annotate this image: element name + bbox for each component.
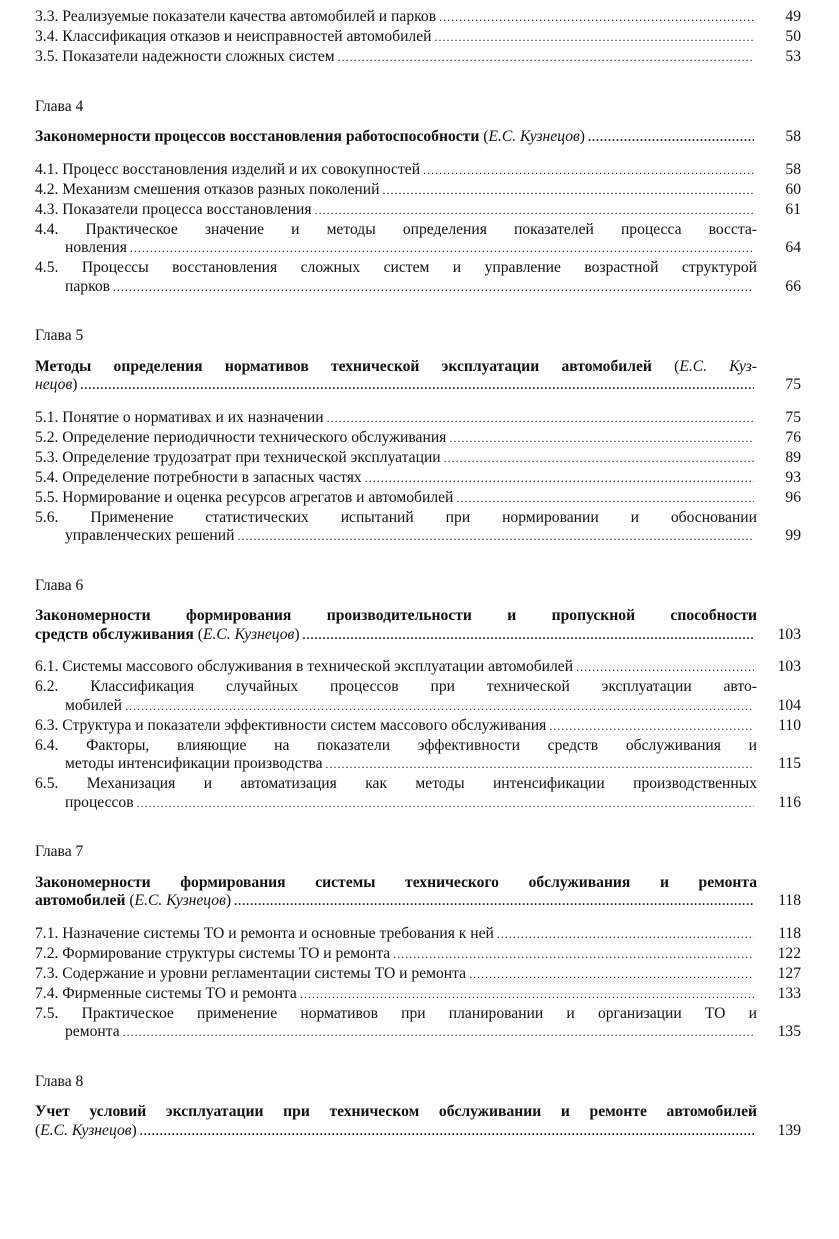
toc-entry-page: 127 <box>777 964 801 982</box>
toc-entry[interactable] <box>35 161 801 180</box>
toc-entry-number: 6.1. <box>35 658 59 675</box>
toc-entry-number: 4.3. <box>35 200 59 218</box>
dot-leader <box>549 717 754 736</box>
toc-entry[interactable] <box>35 28 801 47</box>
toc-entry-page: 49 <box>785 8 801 25</box>
toc-entry[interactable] <box>35 48 801 67</box>
chapter-4-title: Закономерности процессов восстановления работоспособности <box>35 128 480 145</box>
toc-entry[interactable] <box>35 8 801 27</box>
chapter-6-title-line1: Закономерности формирования производительности и пропускной способности <box>35 607 757 624</box>
toc-entry[interactable] <box>35 221 801 258</box>
toc-entry[interactable] <box>35 985 801 1004</box>
toc-entry-title: Определение периодичности технического обслуживания <box>62 428 447 446</box>
chapter-4-entries <box>35 161 801 297</box>
toc-entry-title-cont: управленческих решений <box>65 527 235 544</box>
chapter-5-title: Методы определения нормативов технической эксплуатации автомобилей <box>35 357 652 375</box>
chapter-5-entries <box>35 409 801 546</box>
toc-entry[interactable] <box>35 259 801 296</box>
dot-leader <box>140 1122 754 1141</box>
dot-leader <box>393 945 754 964</box>
toc-entry[interactable] <box>35 678 801 715</box>
toc-entry-page: 53 <box>785 48 801 65</box>
toc-entry[interactable] <box>35 509 801 546</box>
toc-entry-title: Реализуемые показатели качества автомобилей и парков <box>62 8 437 25</box>
toc-entry-title: Фирменные системы ТО и ремонта <box>62 984 297 1002</box>
toc-entry-title: Механизм смешения отказов разных поколений <box>62 180 380 198</box>
toc-entry-page: 99 <box>785 527 801 544</box>
toc-entry[interactable] <box>35 201 801 220</box>
chapter-7-title-line1: Закономерности формирования системы технического обслуживания и ремонта <box>35 873 757 891</box>
toc-entry-page: 89 <box>785 448 801 466</box>
toc-entry-title: Понятие о нормативах и их назначении <box>62 408 324 426</box>
toc-entry-page: 110 <box>778 716 801 734</box>
toc-entry-page: 104 <box>777 696 801 714</box>
chapter-5-page: 75 <box>785 376 801 393</box>
toc-entry[interactable] <box>35 945 801 964</box>
toc-entry-title: Структура и показатели эффективности систем массового обслуживания <box>62 716 547 734</box>
toc-entry-title: Классификация случайных процессов при технической эксплуатации авто- <box>90 678 757 695</box>
toc-entry-page: 96 <box>785 488 801 506</box>
dot-leader <box>449 429 754 448</box>
toc-entry[interactable] <box>35 489 801 508</box>
toc-entry-number: 6.2. <box>35 678 59 695</box>
toc-entry-page: 76 <box>785 428 801 446</box>
toc-entry-title: Классификация отказов и неисправностей автомобилей <box>62 28 432 45</box>
dot-leader <box>300 985 754 1004</box>
chapter-8-label: Глава 8 <box>35 1072 84 1090</box>
dot-leader <box>497 925 754 944</box>
toc-entry-number: 3.5. <box>35 48 59 65</box>
toc-entry-title: Системы массового обслуживания в технической эксплуатации автомобилей <box>62 658 574 675</box>
toc-entry-number: 4.2. <box>35 180 59 198</box>
toc-entry-number: 4.5. <box>35 259 59 276</box>
toc-entry-page: 58 <box>785 160 801 178</box>
toc-entry[interactable] <box>35 737 801 774</box>
toc-entry-title: Содержание и уровни регламентации системы ТО и ремонта <box>62 964 467 982</box>
dot-leader <box>315 201 754 220</box>
chapter-5-label: Глава 5 <box>35 327 84 344</box>
dot-leader <box>80 376 754 395</box>
toc-entry[interactable] <box>35 925 801 944</box>
toc-entry-title: Формирование структуры системы ТО и ремонта <box>62 944 391 962</box>
toc-entry-number: 7.2. <box>35 944 59 962</box>
toc-entry-number: 7.3. <box>35 964 59 982</box>
toc-entry-page: 118 <box>778 924 801 942</box>
toc-entry-title: Процессы восстановления сложных систем и управление возрастной структурой <box>81 259 757 276</box>
dot-leader <box>123 1023 754 1042</box>
toc-entry-page: 115 <box>778 755 801 772</box>
toc-entry-page: 75 <box>785 408 801 426</box>
toc-entry-page: 133 <box>777 984 801 1002</box>
toc-entry-title-cont: мобилей <box>65 696 122 714</box>
chapter-7-entries <box>35 925 801 1042</box>
toc-entry-number: 6.5. <box>35 775 59 792</box>
toc-entry-title: Факторы, влияющие на показатели эффективности средств обслуживания и <box>86 736 757 754</box>
chapter-8-title: Учет условий эксплуатации при техническом обслуживании и ремонте автомобилей <box>35 1103 757 1120</box>
toc-entry[interactable] <box>35 717 801 736</box>
dot-leader <box>237 527 754 546</box>
toc-entry[interactable] <box>35 469 801 488</box>
toc-entry-title-cont: ремонта <box>65 1023 120 1040</box>
toc-entry[interactable] <box>35 429 801 448</box>
dot-leader <box>439 8 754 27</box>
toc-entry-number: 5.2. <box>35 428 59 446</box>
toc-entry-title: Механизация и автоматизация как методы интенсификации производственных <box>86 775 757 792</box>
toc-entry-page: 64 <box>785 239 801 256</box>
toc-entry-number: 7.4. <box>35 984 59 1002</box>
toc-entry-page: 50 <box>785 28 801 45</box>
dot-leader <box>234 892 754 911</box>
chapter-5-author-part2: нецов <box>35 376 73 393</box>
chapter-5-title-block: Методы определения нормативов технической эксплуатации автомобилей (Е.С. Куз- нецов) . . . 75 <box>35 358 801 395</box>
toc-entry-number: 4.4. <box>35 220 59 238</box>
toc-entry-page: 103 <box>777 658 801 675</box>
dot-leader <box>130 239 754 258</box>
chapter-6-title-line2: средств обслуживания <box>35 625 194 643</box>
dot-leader <box>338 48 754 67</box>
toc-entry[interactable] <box>35 181 801 200</box>
table-of-contents <box>35 8 801 1154</box>
toc-entry[interactable] <box>35 1005 801 1042</box>
toc-entry-title: Определение трудозатрат при технической эксплуатации <box>62 448 441 466</box>
chapter-6-author: Е.С. Кузнецов <box>202 625 295 643</box>
toc-entry-number: 6.4. <box>35 736 59 754</box>
dot-leader <box>326 755 754 774</box>
dot-leader <box>382 181 754 200</box>
toc-entry[interactable] <box>35 449 801 468</box>
chapter-8-page: 139 <box>777 1121 801 1139</box>
chapter-7-page: 118 <box>778 892 801 909</box>
dot-leader <box>365 469 754 488</box>
toc-entry-page: 61 <box>785 200 801 218</box>
dot-leader <box>423 161 754 180</box>
toc-entry-page: 93 <box>785 468 801 486</box>
toc-entry-page: 122 <box>777 944 801 962</box>
toc-entry[interactable] <box>35 775 801 812</box>
toc-entry-title: Нормирование и оценка ресурсов агрегатов и автомобилей <box>62 488 454 506</box>
chapter-4-title-block: Закономерности процессов восстановления работоспособности (Е.С. Кузнецов) . . . 58 <box>35 128 801 147</box>
dot-leader <box>137 794 754 813</box>
toc-entry-title: Показатели надежности сложных систем <box>62 48 335 65</box>
chapter-7-author: Е.С. Кузнецов <box>134 892 226 909</box>
chapter-8-title-block: Учет условий эксплуатации при техническом обслуживании и ремонте автомобилей (Е.С. Кузнецов) . . . 139 <box>35 1103 801 1140</box>
toc-entry-number: 3.3. <box>35 8 59 25</box>
dot-leader <box>469 965 754 984</box>
toc-entry-title-cont: новления <box>65 239 127 256</box>
chapter-5-author-part1: Е.С. Куз- <box>679 357 757 375</box>
chapter-7-title-line2: автомобилей <box>35 892 126 909</box>
chapter-6-page: 103 <box>777 625 801 643</box>
toc-entry-page: 116 <box>778 793 801 811</box>
toc-entry-title-cont: методы интенсификации производства <box>65 755 323 772</box>
toc-entry-page: 135 <box>777 1023 801 1040</box>
toc-entry-number: 6.3. <box>35 716 59 734</box>
toc-entry-number: 7.5. <box>35 1004 59 1022</box>
dot-leader <box>434 28 754 47</box>
chapter-6-label: Глава 6 <box>35 576 84 594</box>
toc-entry-title: Практическое применение нормативов при планировании и организации ТО и <box>81 1004 757 1022</box>
toc-entry-number: 4.1. <box>35 160 59 178</box>
dot-leader <box>113 278 754 297</box>
toc-entry-title: Процесс восстановления изделий и их совокупностей <box>62 160 421 178</box>
toc-entry[interactable] <box>35 965 801 984</box>
chapter-8-author: Е.С. Кузнецов <box>40 1121 132 1139</box>
toc-entry-title: Применение статистических испытаний при нормировании и обосновании <box>90 508 757 526</box>
toc-entry-title: Определение потребности в запасных частях <box>62 468 362 486</box>
toc-entry[interactable] <box>35 658 801 677</box>
dot-leader <box>303 626 754 645</box>
dot-leader <box>576 658 754 677</box>
toc-entry-title: Показатели процесса восстановления <box>62 200 312 218</box>
chapter-6-title-block: Закономерности формирования производительности и пропускной способности средств обслуживания (Е.С. Кузнецов) . . . 103 <box>35 607 801 644</box>
toc-entry-number: 3.4. <box>35 28 59 45</box>
section-3-entries <box>35 8 801 67</box>
chapter-7-title-block: Закономерности формирования системы технического обслуживания и ремонта автомобилей (Е.С. Кузнецов) . . . 118 <box>35 874 801 911</box>
toc-entry-title: Назначение системы ТО и ремонта и основные требования к ней <box>62 924 494 942</box>
dot-leader <box>327 409 754 428</box>
toc-entry-number: 7.1. <box>35 924 59 942</box>
dot-leader <box>444 449 754 468</box>
toc-entry-number: 5.6. <box>35 508 59 526</box>
chapter-4-page: 58 <box>785 128 801 145</box>
chapter-4-label: Глава 4 <box>35 97 84 115</box>
chapter-6-entries <box>35 658 801 812</box>
toc-entry-number: 5.3. <box>35 448 59 466</box>
chapter-4-author: Е.С. Кузнецов <box>488 128 580 145</box>
toc-entry-title-cont: процессов <box>65 793 134 811</box>
chapter-7-label: Глава 7 <box>35 843 84 860</box>
toc-entry-page: 66 <box>785 277 801 295</box>
toc-entry-page: 60 <box>785 180 801 198</box>
toc-entry-number: 5.5. <box>35 488 59 506</box>
dot-leader <box>125 697 754 716</box>
toc-entry-title-cont: парков <box>65 277 111 295</box>
dot-leader <box>456 489 754 508</box>
toc-entry-number: 5.4. <box>35 468 59 486</box>
toc-entry-title: Практическое значение и методы определения показателей процесса восста- <box>85 220 757 238</box>
toc-entry-number: 5.1. <box>35 408 59 426</box>
dot-leader <box>588 128 754 147</box>
toc-entry[interactable] <box>35 409 801 428</box>
